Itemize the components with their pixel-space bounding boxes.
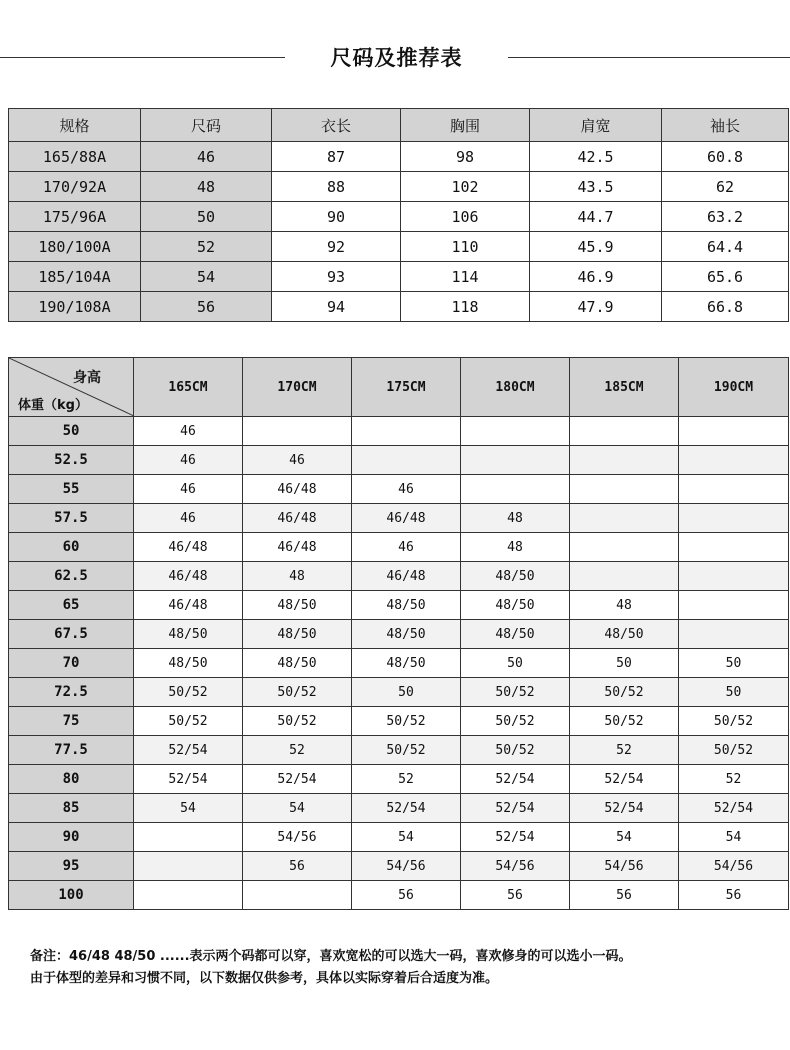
spec-header-cell: 规格 (9, 109, 141, 142)
recommended-size-cell: 52/54 (352, 794, 461, 823)
recommended-size-cell (679, 591, 789, 620)
size-recommendation-table (8, 357, 789, 910)
corner-height-label: 身高 (73, 370, 101, 386)
weight-cell: 95 (9, 852, 134, 881)
rec-row (9, 852, 789, 881)
rec-row (9, 533, 789, 562)
spec-cell: 64.4 (662, 232, 789, 262)
recommended-size-cell: 48 (243, 562, 352, 591)
recommended-size-cell: 46 (134, 504, 243, 533)
spec-header-cell: 尺码 (141, 109, 272, 142)
recommended-size-cell: 54 (570, 823, 679, 852)
spec-cell: 190/108A (9, 292, 141, 322)
recommended-size-cell: 46 (134, 417, 243, 446)
recommended-size-cell: 48 (570, 591, 679, 620)
corner-header (9, 358, 134, 417)
spec-cell: 185/104A (9, 262, 141, 292)
recommended-size-cell (134, 881, 243, 910)
recommended-size-cell: 50/52 (461, 678, 570, 707)
recommended-size-cell: 52/54 (570, 765, 679, 794)
spec-cell: 106 (401, 202, 530, 232)
recommended-size-cell: 52/54 (134, 765, 243, 794)
spec-header-cell: 胸围 (401, 109, 530, 142)
height-header-cell: 185CM (570, 358, 679, 417)
rec-row (9, 736, 789, 765)
spec-cell: 46 (141, 142, 272, 172)
recommended-size-cell (570, 417, 679, 446)
spec-cell: 62 (662, 172, 789, 202)
spec-cell: 88 (272, 172, 401, 202)
recommended-size-cell: 56 (461, 881, 570, 910)
rec-row (9, 678, 789, 707)
recommended-size-cell (570, 533, 679, 562)
recommended-size-cell: 52 (352, 765, 461, 794)
spec-cell: 92 (272, 232, 401, 262)
recommended-size-cell: 52/54 (461, 765, 570, 794)
spec-cell: 118 (401, 292, 530, 322)
rec-row (9, 707, 789, 736)
recommended-size-cell: 48/50 (352, 591, 461, 620)
recommended-size-cell: 48/50 (570, 620, 679, 649)
recommended-size-cell: 46 (352, 475, 461, 504)
recommended-size-cell: 50/52 (352, 707, 461, 736)
recommended-size-cell: 50/52 (243, 678, 352, 707)
recommended-size-cell: 56 (243, 852, 352, 881)
spec-header-cell: 袖长 (662, 109, 789, 142)
recommended-size-cell: 52/54 (570, 794, 679, 823)
recommended-size-cell: 50/52 (679, 707, 789, 736)
recommended-size-cell (570, 446, 679, 475)
recommended-size-cell: 52/54 (679, 794, 789, 823)
height-header-cell: 175CM (352, 358, 461, 417)
recommended-size-cell: 52 (243, 736, 352, 765)
height-header-cell: 180CM (461, 358, 570, 417)
recommended-size-cell (352, 417, 461, 446)
recommended-size-cell: 48/50 (243, 649, 352, 678)
height-header-cell: 190CM (679, 358, 789, 417)
weight-cell: 72.5 (9, 678, 134, 707)
spec-cell: 102 (401, 172, 530, 202)
spec-row (9, 202, 789, 232)
recommended-size-cell: 50 (679, 678, 789, 707)
recommended-size-cell: 50 (461, 649, 570, 678)
recommended-size-cell: 46/48 (134, 591, 243, 620)
recommended-size-cell (679, 446, 789, 475)
height-header-cell: 165CM (134, 358, 243, 417)
rec-row (9, 446, 789, 475)
recommended-size-cell: 48/50 (461, 562, 570, 591)
spec-row (9, 232, 789, 262)
spec-header-row (9, 109, 789, 142)
spec-cell: 66.8 (662, 292, 789, 322)
rec-row (9, 591, 789, 620)
recommended-size-cell: 54/56 (679, 852, 789, 881)
spec-cell: 50 (141, 202, 272, 232)
recommended-size-cell (570, 562, 679, 591)
recommended-size-cell: 46/48 (134, 562, 243, 591)
spec-cell: 42.5 (530, 142, 662, 172)
spec-cell: 52 (141, 232, 272, 262)
recommended-size-cell: 48/50 (243, 620, 352, 649)
recommended-size-cell: 48/50 (243, 591, 352, 620)
spec-row (9, 292, 789, 322)
recommended-size-cell: 48/50 (352, 649, 461, 678)
weight-cell: 77.5 (9, 736, 134, 765)
spec-cell: 43.5 (530, 172, 662, 202)
recommended-size-cell (461, 446, 570, 475)
recommended-size-cell: 52/54 (461, 823, 570, 852)
recommended-size-cell: 48/50 (134, 649, 243, 678)
recommended-size-cell: 52/54 (243, 765, 352, 794)
recommended-size-cell: 46/48 (352, 562, 461, 591)
recommended-size-cell: 46/48 (352, 504, 461, 533)
recommended-size-cell: 52 (570, 736, 679, 765)
rec-row (9, 620, 789, 649)
weight-cell: 100 (9, 881, 134, 910)
recommended-size-cell (243, 417, 352, 446)
recommended-size-cell (243, 881, 352, 910)
recommended-size-cell: 48/50 (461, 591, 570, 620)
spec-cell: 87 (272, 142, 401, 172)
weight-cell: 75 (9, 707, 134, 736)
recommended-size-cell: 50/52 (461, 707, 570, 736)
weight-cell: 67.5 (9, 620, 134, 649)
recommended-size-cell: 52 (679, 765, 789, 794)
spec-cell: 90 (272, 202, 401, 232)
recommended-size-cell (134, 823, 243, 852)
rec-row (9, 475, 789, 504)
recommended-size-cell: 50/52 (570, 707, 679, 736)
recommended-size-cell (570, 475, 679, 504)
rec-row (9, 881, 789, 910)
weight-cell: 57.5 (9, 504, 134, 533)
rec-row (9, 794, 789, 823)
recommended-size-cell: 48 (461, 504, 570, 533)
recommended-size-cell: 46 (243, 446, 352, 475)
spec-cell: 114 (401, 262, 530, 292)
spec-cell: 165/88A (9, 142, 141, 172)
recommended-size-cell: 50 (352, 678, 461, 707)
recommended-size-cell: 48/50 (134, 620, 243, 649)
recommended-size-cell (679, 417, 789, 446)
spec-cell: 60.8 (662, 142, 789, 172)
spec-cell: 56 (141, 292, 272, 322)
rec-row (9, 417, 789, 446)
weight-cell: 80 (9, 765, 134, 794)
note-line-2: 由于体型的差异和习惯不同，以下数据仅供参考，具体以实际穿着后合适度为准。 (30, 971, 499, 986)
rec-row (9, 765, 789, 794)
spec-cell: 180/100A (9, 232, 141, 262)
recommended-size-cell: 48/50 (352, 620, 461, 649)
page-title: 尺码及推荐表 (330, 46, 463, 70)
weight-cell: 90 (9, 823, 134, 852)
recommended-size-cell (352, 446, 461, 475)
recommended-size-cell: 46 (134, 446, 243, 475)
title-divider-left (0, 57, 285, 58)
spec-row (9, 262, 789, 292)
rec-row (9, 649, 789, 678)
recommended-size-cell: 50/52 (134, 678, 243, 707)
weight-cell: 60 (9, 533, 134, 562)
weight-cell: 52.5 (9, 446, 134, 475)
spec-cell: 44.7 (530, 202, 662, 232)
recommended-size-cell: 56 (679, 881, 789, 910)
spec-row (9, 142, 789, 172)
spec-cell: 48 (141, 172, 272, 202)
recommended-size-cell: 46 (352, 533, 461, 562)
recommended-size-cell (679, 475, 789, 504)
recommended-size-cell: 50 (570, 649, 679, 678)
recommended-size-cell: 50/52 (352, 736, 461, 765)
recommended-size-cell (461, 475, 570, 504)
recommended-size-cell (679, 620, 789, 649)
weight-cell: 65 (9, 591, 134, 620)
spec-cell: 170/92A (9, 172, 141, 202)
recommended-size-cell (134, 852, 243, 881)
weight-cell: 50 (9, 417, 134, 446)
spec-cell: 110 (401, 232, 530, 262)
title-divider-right (508, 57, 790, 58)
recommended-size-cell: 54/56 (352, 852, 461, 881)
recommended-size-cell: 48/50 (461, 620, 570, 649)
spec-cell: 65.6 (662, 262, 789, 292)
recommended-size-cell: 50/52 (134, 707, 243, 736)
spec-cell: 54 (141, 262, 272, 292)
recommended-size-cell: 50/52 (243, 707, 352, 736)
rec-row (9, 562, 789, 591)
spec-cell: 98 (401, 142, 530, 172)
recommended-size-cell: 54 (243, 794, 352, 823)
recommended-size-cell: 52/54 (134, 736, 243, 765)
weight-cell: 85 (9, 794, 134, 823)
recommended-size-cell: 54/56 (570, 852, 679, 881)
recommended-size-cell: 46/48 (243, 475, 352, 504)
spec-cell: 93 (272, 262, 401, 292)
recommended-size-cell: 50/52 (570, 678, 679, 707)
recommended-size-cell (461, 417, 570, 446)
recommended-size-cell: 54 (679, 823, 789, 852)
recommended-size-cell: 46/48 (134, 533, 243, 562)
spec-cell: 45.9 (530, 232, 662, 262)
spec-cell: 175/96A (9, 202, 141, 232)
recommended-size-cell: 46/48 (243, 533, 352, 562)
recommended-size-cell: 56 (570, 881, 679, 910)
rec-row (9, 823, 789, 852)
recommended-size-cell (679, 533, 789, 562)
spec-cell: 63.2 (662, 202, 789, 232)
spec-cell: 47.9 (530, 292, 662, 322)
recommended-size-cell: 52/54 (461, 794, 570, 823)
spec-header-cell: 肩宽 (530, 109, 662, 142)
recommended-size-cell (570, 504, 679, 533)
size-spec-table (8, 108, 789, 322)
recommended-size-cell: 54/56 (243, 823, 352, 852)
recommended-size-cell: 50/52 (679, 736, 789, 765)
height-header-cell: 170CM (243, 358, 352, 417)
weight-cell: 70 (9, 649, 134, 678)
recommended-size-cell: 46/48 (243, 504, 352, 533)
note-line-1: 备注：46/48 48/50 ......表示两个码都可以穿，喜欢宽松的可以选大一码，喜欢修身的可以选小一码。 (30, 949, 632, 964)
recommended-size-cell (679, 504, 789, 533)
weight-cell: 62.5 (9, 562, 134, 591)
recommended-size-cell: 56 (352, 881, 461, 910)
recommended-size-cell: 54 (352, 823, 461, 852)
corner-weight-label: 体重（kg） (18, 398, 88, 413)
recommended-size-cell: 50 (679, 649, 789, 678)
rec-row (9, 504, 789, 533)
recommended-size-cell: 54/56 (461, 852, 570, 881)
recommended-size-cell (679, 562, 789, 591)
spec-row (9, 172, 789, 202)
recommended-size-cell: 46 (134, 475, 243, 504)
weight-cell: 55 (9, 475, 134, 504)
rec-header-row (9, 358, 789, 417)
recommended-size-cell: 50/52 (461, 736, 570, 765)
title-row (0, 36, 790, 80)
recommended-size-cell: 48 (461, 533, 570, 562)
spec-cell: 46.9 (530, 262, 662, 292)
recommended-size-cell: 54 (134, 794, 243, 823)
spec-cell: 94 (272, 292, 401, 322)
spec-header-cell: 衣长 (272, 109, 401, 142)
